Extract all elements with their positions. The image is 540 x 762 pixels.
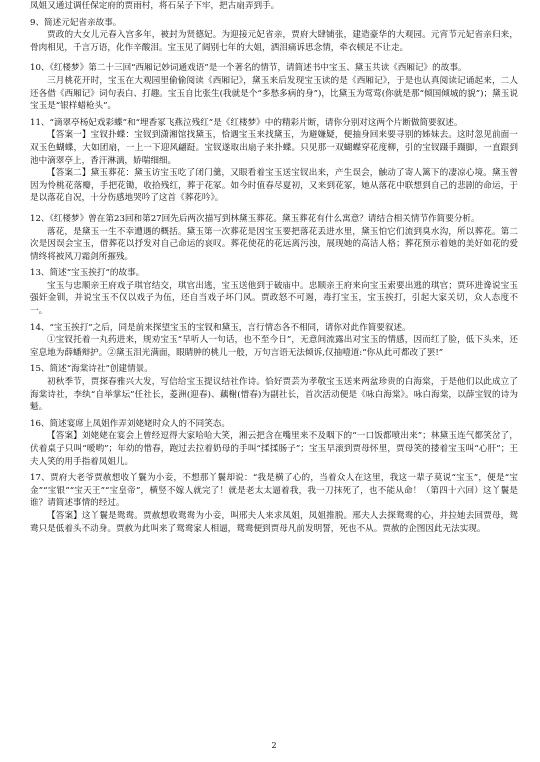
- question-heading: 13、简述“宝玉挨打”的故事。: [30, 268, 145, 279]
- question-heading: 11、“滴翠亭杨妃戏彩蝶”和“埋香冢飞燕泣残红”是《红楼梦》中的精彩片断，请你分别对这两个片断做简要叙述。: [30, 117, 463, 128]
- answer-paragraph: 宝玉与忠顺亲王府戏子琪官结交，琪官出逃，宝玉送他到于破庙中。忠顺亲王府来向宝玉索要出逃的琪官；贾环进谗说宝玉强奸金钏，并说宝玉不仅以戏子为伍，还自当戏子坏门风。贾政怒不可遏，毒打宝玉，宝玉挨打，引起大家关切，众人态度不一。: [30, 280, 518, 317]
- paragraph-gap: [30, 205, 518, 209]
- document-page: [30, 0, 518, 762]
- paragraph-gap: [30, 54, 518, 58]
- answer-paragraph: 【答案】这丫鬟是鸳鸯。贾赦想收鸳鸯为小妾，叫邢夫人来求凤姐，凤姐推脱。邢夫人去探鸳鸯的心，并拉她去回贾母，鸳鸯只是低着头不动身。贾赦为此叫来了鸳鸯家人相逼，鸳鸯便到贾母凡前发明誓，死也不从。贾赦的企图因此无法实现。: [30, 510, 518, 534]
- answer-paragraph: 凤姐又通过调任保定府的贾雨村，将石呆子下牢，把古扇弄到手。: [30, 1, 280, 11]
- answer-paragraph: 落花，是黛玉一生不幸遭遇的概括。黛玉第一次葬花是因宝玉要把落花丢进水里，黛玉怕它们流到臭水沟，所以葬花。第二次是因误会宝玉，借葬花以抒发对自己命运的哀叹。葬花使花的花远离污浊，展现她的高洁人格；葬花预示着她的美好如花的爱情终将被风刀霜剑所摧残。: [30, 226, 518, 262]
- page-number: 2: [271, 741, 277, 750]
- question-heading: 10、《红楼梦》第二十三回“西厢记妙词通戏语”是一个著名的情节，请简述书中宝玉、黛玉共读《西厢记》的故事。: [30, 63, 467, 74]
- question-heading: 12、《红楼梦》曾在第23回和第27回先后两次描写到林黛玉葬花。黛玉葬花有什么寓意？请结合相关情节作简要分析。: [30, 213, 480, 224]
- question-heading: 17、贾府大老爷贾赦想收丫鬟为小妾，不想那丫鬟却说：“我是横了心的，当着众人在这里，我这一辈子莫说“宝玉”，便是“宝金”“宝银”“宝天王”“宝皇帝”，横竖不嫁人就完了！就是老太太逼着我，我一刀抹死了，也不能从命！（第四十六回）这丫鬟是谁？请简述事情的经过。: [30, 473, 518, 509]
- answer-paragraph: ①宝钗托着一丸药进来，规劝宝玉“早听人一句话，也不至今日”，无意间流露出对宝玉的情感，因而红了脸，低下头来，还室息地为薛蟠辩护。②黛玉泪光满面，眼睛肿的桃儿一般，万句言语无法倾诉,仅抽噎道:“你从此可都改了罢!”: [30, 335, 518, 358]
- question-heading: 16、简述宴席上凤姐作弄刘姥姥时众人的不同笑态。: [30, 418, 230, 429]
- answer-paragraph: 初秋季节，贾探春雅兴大发，写信给宝玉提议结社作诗。恰好贾芸为孝敬宝玉送来两盆珍贵的白海棠，于是他们以此成立了海棠诗社，李纨“自举掌坛”任社长，菱洲(迎春)、藕榭(惜春)为副社长，首次活动便是《咏白海棠》。咏白海棠，以薛宝钗的诗为魁。: [30, 377, 518, 413]
- question-heading: 15、简述“海棠诗社”创建情景。: [30, 364, 153, 375]
- answer-paragraph: 【答案二】黛玉葬花：黛玉访宝玉吃了闭门羹，又眼看着宝玉送宝钗出来，产生误会，触动了寄人篱下的凄凉心境。黛玉曾因为怜桃花落瓣，手把花锄，收拾残红，葬于花冢。如今时值春尽夏初，又来到花冢，她从落花中联想到自己的悲剧的命运，于是以落花自况，十分伤感地哭吟了这首《葬花吟》。: [30, 168, 518, 204]
- question-heading: 14、“宝玉挨打”之后，同是前来探望宝玉的宝钗和黛玉，言行情态各不相同，请你对此作简要叙述。: [30, 322, 411, 333]
- document-body: [30, 0, 518, 535]
- answer-paragraph: 【答案】刘姥姥在宴会上曾经逗得大家哈哈大笑，湘云把含在嘴里来不及咽下的“一口饭都喷出来”；林黛玉连气都笑岔了，伏着桌子只叫“嗳哟”；年幼的惜春，跑过去拉着奶母的手叫“揉揉肠子”；宝玉早滚到贾母怀里，贾母笑的搂着宝玉叫“心肝”；王夫人笑的用手指着凤姐儿。: [30, 431, 518, 467]
- answer-paragraph: 贾政的大女儿元春入宫多年，被封为贤德妃。为迎接元妃省亲，贾府大肆铺张，建造豪华的大观园。元宵节元妃省亲归来，骨肉相见，千言万语，化作辛酸泪。宝玉见了阔别七年的大姐，洒泪痛诉思念情，牵衣顿足不让走。: [30, 30, 518, 53]
- question-heading: 9、简述元妃省亲故事。: [30, 17, 122, 28]
- answer-paragraph: 三月桃花开时，宝玉在大观园里偷偷阅读《西厢记》，黛玉来后发现宝玉读的是《西厢记》，于是也认真阅读记诵起来，二人还各借《西厢记》词句表白、打趣。宝玉自比张生(我就是个“多愁多病的身”)，比黛玉为莺莺(你就是那“倾国倾城的貌”)；黛玉说宝玉是“银样蜡枪头”。: [30, 75, 518, 112]
- answer-paragraph: 【答案一】宝钗扑蝶：宝钗到潇湘馆找黛玉，恰遇宝玉来找黛玉，为避嫌疑，便抽身回来要寻别的姊妹去。这时忽见前面一双玉色蝴蝶，大如团扇，一上一下迎风翩跹。宝钗遂取出扇子来扑蝶。只见那一双蝴蝶穿花度柳，引的宝钗蹑手蹑脚，一直跟到池中滴翠亭上，香汗淋漓，娇喘细细。: [30, 130, 518, 166]
